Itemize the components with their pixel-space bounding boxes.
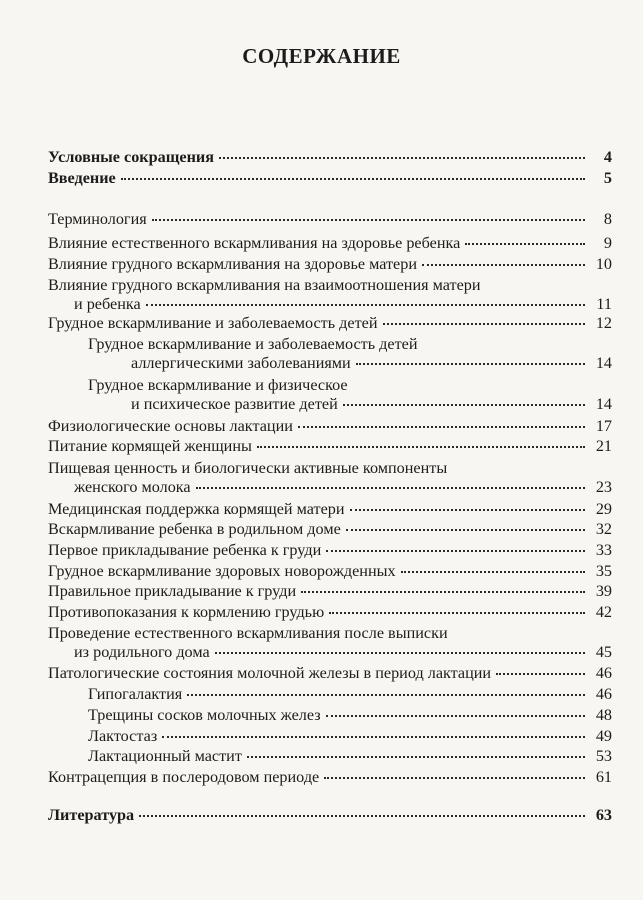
toc-entry-title: Питание кормящей женщины (48, 437, 252, 455)
toc-entry-row (48, 234, 612, 253)
toc-entry-title: Лактостаз (88, 727, 158, 745)
toc-entry (48, 768, 612, 787)
dot-leader (247, 755, 585, 758)
toc-entry (48, 210, 612, 229)
toc-entry-title: Контрацепция в послеродовом периоде (48, 768, 320, 786)
dot-leader (329, 611, 585, 614)
toc-entry (48, 582, 612, 601)
toc-entry (48, 376, 612, 414)
dot-leader (326, 549, 585, 552)
toc-entry-title-line: Пищевая ценность и биологически активные компоненты (48, 459, 448, 477)
page-title: СОДЕРЖАНИЕ (242, 44, 401, 68)
toc-entry-title: Лактационный мастит (88, 747, 242, 765)
page-number: 48 (595, 706, 612, 724)
toc-entry-row (48, 768, 612, 787)
toc-entry-row (48, 727, 612, 746)
toc-entry-row (48, 395, 612, 414)
dot-leader (343, 403, 585, 406)
toc-entry-row (48, 603, 612, 622)
toc-entry-row (48, 685, 612, 704)
toc-entry-title: из родильного дома (74, 643, 210, 661)
toc-entry (48, 541, 612, 560)
page-number: 32 (595, 520, 612, 538)
toc-entry-title-line: Влияние грудного вскармливания на взаимоотношения матери (48, 276, 481, 294)
toc-entry-title: Медицинская поддержка кормящей матери (48, 500, 345, 518)
dot-leader (215, 651, 585, 654)
toc-entry-title: Физиологические основы лактации (48, 417, 293, 435)
toc-entry (48, 562, 612, 581)
dot-leader (350, 508, 585, 511)
toc-entry (48, 255, 612, 274)
page-number: 10 (595, 255, 612, 273)
toc-entry (48, 706, 612, 725)
page-number: 4 (603, 148, 612, 166)
toc-entry-row (48, 417, 612, 436)
toc-entry (48, 624, 612, 662)
toc-entry-title: женского молока (74, 478, 191, 496)
toc-entry (48, 685, 612, 704)
toc-entry-title: Противопоказания к кормлению грудью (48, 603, 325, 621)
toc-entry-title: Патологические состояния молочной железы в период лактации (48, 664, 492, 682)
toc-entry-title: Влияние грудного вскармливания на здоровье матери (48, 255, 417, 273)
toc-entry (48, 437, 612, 456)
toc-entry (48, 747, 612, 766)
page-number: 39 (595, 582, 612, 600)
toc-entry-row (48, 314, 612, 333)
dot-leader (346, 528, 585, 531)
toc-entry-title: Введение (48, 169, 116, 187)
toc-entry (48, 335, 612, 373)
page-number: 23 (595, 478, 612, 496)
toc-entry-row (48, 541, 612, 560)
toc-entry-row (48, 582, 612, 601)
toc-entry-row (48, 562, 612, 581)
dot-leader (422, 263, 585, 266)
dot-leader (196, 486, 585, 489)
dot-leader (401, 570, 585, 573)
toc-entry-title: Трещины сосков молочных желез (88, 706, 321, 724)
page-number: 35 (595, 562, 612, 580)
toc-entry-title: и психическое развитие детей (131, 395, 338, 413)
page-number: 33 (595, 541, 612, 559)
page-number: 29 (595, 500, 612, 518)
toc-entry-row (48, 500, 612, 519)
dot-leader (301, 590, 585, 593)
toc-entry (48, 664, 612, 683)
toc-entry (48, 500, 612, 519)
dot-leader (219, 156, 585, 159)
toc-entry-title: Терминология (48, 210, 147, 228)
toc-entry-row (48, 706, 612, 725)
toc-entry-title: Правильное прикладывание к груди (48, 582, 297, 600)
toc-entry (48, 417, 612, 436)
toc-entry (48, 234, 612, 253)
page-number: 21 (595, 437, 612, 455)
toc-entry (48, 148, 612, 167)
dot-leader (496, 672, 585, 675)
page-number: 11 (596, 295, 612, 313)
page-number: 17 (595, 417, 612, 435)
toc-entry-title-line: Грудное вскармливание и заболеваемость детей (88, 335, 418, 353)
toc-entry-title: Гипогалактия (88, 685, 183, 703)
page-number: 14 (595, 395, 612, 413)
toc-entry-title: Грудное вскармливание и заболеваемость детей (48, 314, 378, 332)
toc-entry-title: аллергическими заболеваниями (131, 354, 351, 372)
toc-entry-title: Влияние естественного вскармливания на здоровье ребенка (48, 234, 461, 252)
dot-leader (257, 445, 585, 448)
toc-entry-title-line: Проведение естественного вскармливания после выписки (48, 624, 448, 642)
page-number: 45 (595, 643, 612, 661)
toc-entry-row (48, 255, 612, 274)
dot-leader (298, 425, 585, 428)
page-number: 53 (595, 747, 612, 765)
toc-entry (48, 520, 612, 539)
toc-entry (48, 276, 612, 314)
dot-leader (465, 242, 585, 245)
toc-entry-row (48, 437, 612, 456)
page-number: 9 (603, 234, 612, 252)
toc-entry-title: Грудное вскармливание здоровых новорожденных (48, 562, 396, 580)
toc-entry-title: Первое прикладывание ребенка к груди (48, 541, 322, 559)
dot-leader (152, 218, 585, 221)
dot-leader (146, 303, 585, 306)
page-number: 5 (603, 169, 612, 187)
page-number: 49 (595, 727, 612, 745)
toc-entry-row (48, 643, 612, 662)
toc-entry-row (48, 520, 612, 539)
page-number: 46 (595, 685, 612, 703)
toc-entry-row (48, 148, 612, 167)
toc-entry (48, 603, 612, 622)
toc-entry-row (48, 210, 612, 229)
toc-entry-row (48, 664, 612, 683)
toc-entry-row (48, 354, 612, 373)
dot-leader (162, 735, 585, 738)
toc-entry (48, 727, 612, 746)
dot-leader (356, 362, 585, 365)
toc-entry-title: и ребенка (74, 295, 141, 313)
page-number: 46 (595, 664, 612, 682)
toc-entry-row (48, 747, 612, 766)
dot-leader (326, 714, 585, 717)
dot-leader (187, 693, 585, 696)
page-number: 14 (595, 354, 612, 372)
toc-entry-title-line: Грудное вскармливание и физическое (88, 376, 348, 394)
page-number: 63 (595, 806, 612, 824)
toc-entry (48, 314, 612, 333)
toc-entry-row (48, 478, 612, 497)
dot-leader (139, 814, 585, 817)
dot-leader (121, 177, 585, 180)
page-number: 8 (603, 210, 612, 228)
page-number: 12 (595, 314, 612, 332)
toc-entry (48, 806, 612, 825)
toc-entry-title: Условные сокращения (48, 148, 214, 166)
toc-entry-title: Литература (48, 806, 135, 824)
dot-leader (383, 322, 586, 325)
toc-entry-title: Вскармливание ребенка в родильном доме (48, 520, 341, 538)
page-number: 61 (595, 768, 612, 786)
toc-entry-row (48, 295, 612, 314)
dot-leader (324, 776, 585, 779)
toc-entry (48, 169, 612, 188)
page-number: 42 (595, 603, 612, 621)
toc-entry-row (48, 806, 612, 825)
toc-entry (48, 459, 612, 497)
toc-entry-row (48, 169, 612, 188)
